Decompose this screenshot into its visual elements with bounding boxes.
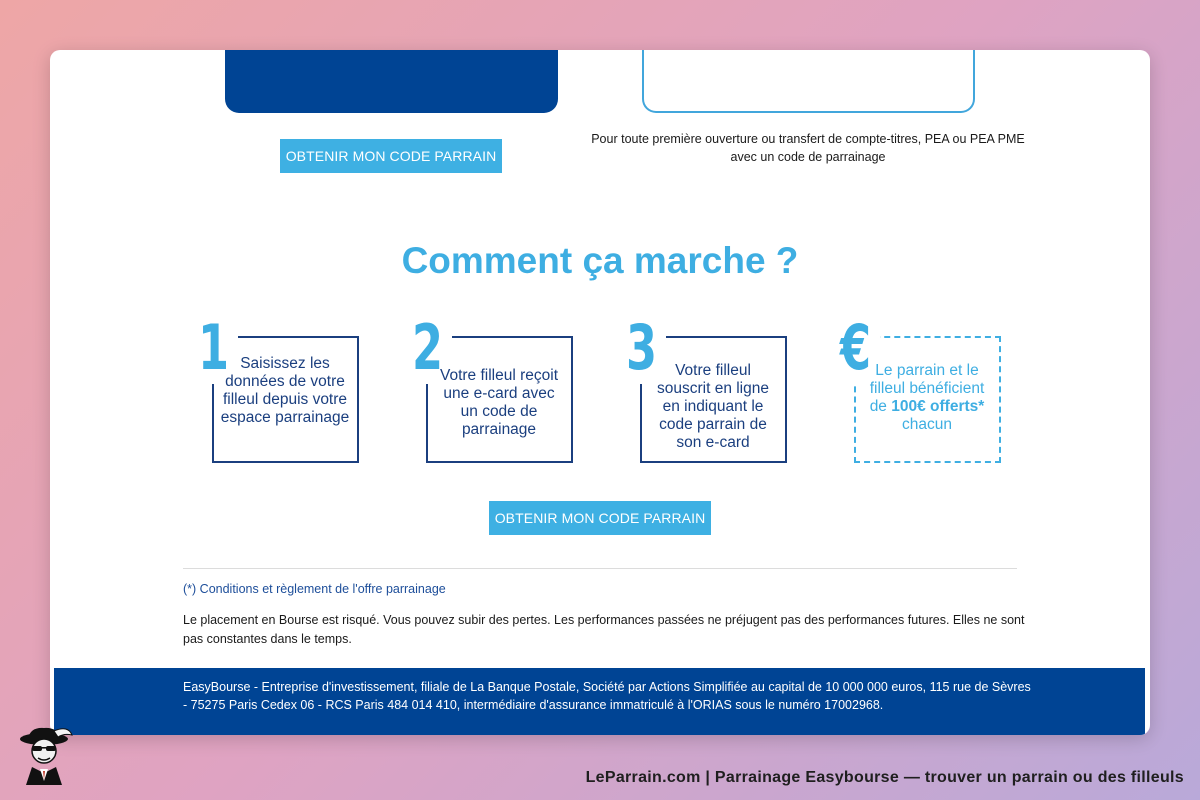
page-card — [50, 50, 1150, 735]
parrain-mascot-icon — [14, 725, 74, 787]
step-number: 1 — [198, 311, 230, 384]
bonus-amount: 100€ offerts* — [891, 398, 985, 415]
step-3 — [626, 311, 792, 472]
step-1 — [198, 311, 364, 472]
risk-disclaimer: Le placement en Bourse est risqué. Vous pouvez subir des pertes. Les performances passées ne préjugent pas des performances futures. Elles ne sont pas constantes dans le temps. — [183, 613, 1025, 646]
site-caption: LeParrain.com | Parrainage Easybourse — trouver un parrain ou des filleuls — [585, 769, 1184, 786]
footer — [54, 668, 1145, 735]
section-title: Comment ça marche ? — [401, 240, 799, 281]
offer-card-filled — [225, 50, 558, 113]
step-bonus — [840, 311, 1006, 472]
bonus-text-before: Le parrain et le filleul bénéficient de — [869, 362, 985, 415]
bonus-text-after: chacun — [902, 416, 952, 433]
offer-note: Pour toute première ouverture ou transfert de compte-titres, PEA ou PEA PME avec un code de parrainage — [591, 132, 1025, 164]
step-text: Votre filleul souscrit en ligne en indiquant le code parrain de son e-card — [656, 362, 769, 451]
step-number: 2 — [412, 311, 444, 384]
step-text: Saisissez les données de votre filleul depuis votre espace parrainage — [220, 355, 350, 426]
step-2 — [412, 311, 578, 472]
divider — [183, 568, 1017, 569]
offer-card-outline — [642, 50, 975, 113]
euro-icon: € — [840, 311, 872, 384]
get-referral-code-button-bottom[interactable]: OBTENIR MON CODE PARRAIN — [489, 501, 711, 535]
step-text: Votre filleul reçoit une e-card avec un code de parrainage — [439, 367, 559, 438]
step-text — [862, 362, 992, 434]
conditions-link[interactable]: (*) Conditions et règlement de l'offre parrainage — [183, 582, 446, 596]
get-referral-code-button-top[interactable]: OBTENIR MON CODE PARRAIN — [280, 139, 502, 173]
step-number: 3 — [626, 311, 658, 384]
footer-legal-text: EasyBourse - Entreprise d'investissement, filiale de La Banque Postale, Société par Actions Simplifiée au capital de 10 000 000 euros, 115 rue de Sèvres - 75275 Paris Cedex 06 - RCS Paris 484 014 410, intermédiaire d'assurance immatriculé à l'ORIAS sous le numéro 17002968. — [183, 680, 1031, 712]
